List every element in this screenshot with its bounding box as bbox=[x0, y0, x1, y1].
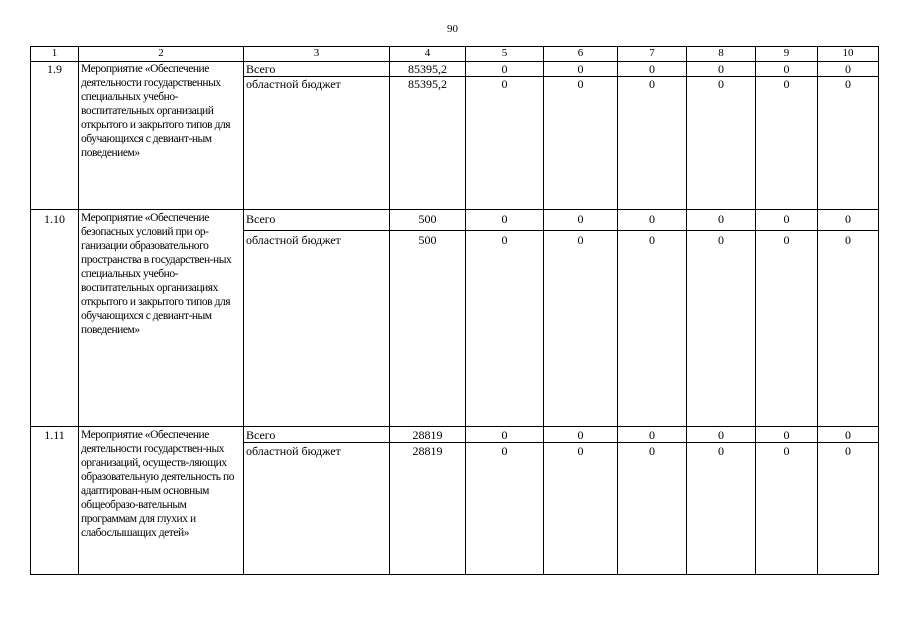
value-cell: 0 bbox=[618, 77, 687, 210]
value-cell: 0 bbox=[466, 62, 544, 77]
value-cell: 0 bbox=[618, 443, 687, 575]
value-cell: 0 bbox=[466, 210, 544, 231]
value-cell: 0 bbox=[687, 231, 756, 427]
table-header-row bbox=[31, 47, 879, 62]
funding-source: областной бюджет bbox=[244, 443, 390, 575]
table-row bbox=[31, 62, 879, 77]
value-cell: 28819 bbox=[390, 443, 466, 575]
value-cell: 0 bbox=[618, 210, 687, 231]
value-cell: 0 bbox=[818, 62, 879, 77]
value-cell: 0 bbox=[466, 427, 544, 443]
value-cell: 0 bbox=[756, 210, 818, 231]
value-cell: 0 bbox=[544, 62, 618, 77]
value-cell: 500 bbox=[390, 210, 466, 231]
value-cell: 0 bbox=[756, 443, 818, 575]
measure-description: Мероприятие «Обеспечение деятельности государственных специальных учебно-воспитательных организаций открытого и закрытого типов для обучающихся с девиант-ным поведением» bbox=[79, 62, 244, 210]
value-cell: 85395,2 bbox=[390, 77, 466, 210]
row-number: 1.9 bbox=[31, 62, 79, 210]
page-number: 90 bbox=[447, 23, 458, 35]
value-cell: 0 bbox=[466, 231, 544, 427]
column-header: 5 bbox=[466, 47, 544, 62]
table-row bbox=[31, 210, 879, 231]
value-cell: 0 bbox=[687, 210, 756, 231]
value-cell: 0 bbox=[756, 77, 818, 210]
column-header: 4 bbox=[390, 47, 466, 62]
value-cell: 0 bbox=[687, 427, 756, 443]
value-cell: 0 bbox=[818, 210, 879, 231]
column-header: 1 bbox=[31, 47, 79, 62]
value-cell: 28819 bbox=[390, 427, 466, 443]
value-cell: 0 bbox=[618, 427, 687, 443]
value-cell: 0 bbox=[618, 231, 687, 427]
funding-source: Всего bbox=[244, 210, 390, 231]
funding-source: областной бюджет bbox=[244, 231, 390, 427]
value-cell: 0 bbox=[544, 231, 618, 427]
value-cell: 0 bbox=[466, 77, 544, 210]
measure-description: Мероприятие «Обеспечение деятельности государствен-ных организаций, осуществ-ляющих образовательную деятельность по адаптирован-ным основным общеобразо-вательным программам для глухих и слабослышащих детей» bbox=[79, 427, 244, 575]
value-cell: 0 bbox=[756, 231, 818, 427]
column-header: 10 bbox=[818, 47, 879, 62]
value-cell: 0 bbox=[756, 62, 818, 77]
funding-source: Всего bbox=[244, 62, 390, 77]
row-number: 1.11 bbox=[31, 427, 79, 575]
value-cell: 0 bbox=[618, 62, 687, 77]
value-cell: 85395,2 bbox=[390, 62, 466, 77]
value-cell: 0 bbox=[818, 231, 879, 427]
measure-description: Мероприятие «Обеспечение безопасных условий при ор-ганизации образовательного пространства в государствен-ных специальных учебно-воспитательных организациях открытого и закрытого типов для обучающихся с девиант-ным поведением» bbox=[79, 210, 244, 427]
column-header: 9 bbox=[756, 47, 818, 62]
funding-source: Всего bbox=[244, 427, 390, 443]
value-cell: 500 bbox=[390, 231, 466, 427]
column-header: 3 bbox=[244, 47, 390, 62]
column-header: 8 bbox=[687, 47, 756, 62]
value-cell: 0 bbox=[466, 443, 544, 575]
column-header: 2 bbox=[79, 47, 244, 62]
value-cell: 0 bbox=[544, 77, 618, 210]
column-header: 6 bbox=[544, 47, 618, 62]
value-cell: 0 bbox=[756, 427, 818, 443]
value-cell: 0 bbox=[544, 427, 618, 443]
budget-table bbox=[30, 46, 879, 575]
row-number: 1.10 bbox=[31, 210, 79, 427]
funding-source: областной бюджет bbox=[244, 77, 390, 210]
table-row bbox=[31, 427, 879, 443]
value-cell: 0 bbox=[687, 62, 756, 77]
value-cell: 0 bbox=[544, 443, 618, 575]
value-cell: 0 bbox=[687, 77, 756, 210]
value-cell: 0 bbox=[818, 427, 879, 443]
value-cell: 0 bbox=[687, 443, 756, 575]
column-header: 7 bbox=[618, 47, 687, 62]
value-cell: 0 bbox=[544, 210, 618, 231]
value-cell: 0 bbox=[818, 443, 879, 575]
value-cell: 0 bbox=[818, 77, 879, 210]
